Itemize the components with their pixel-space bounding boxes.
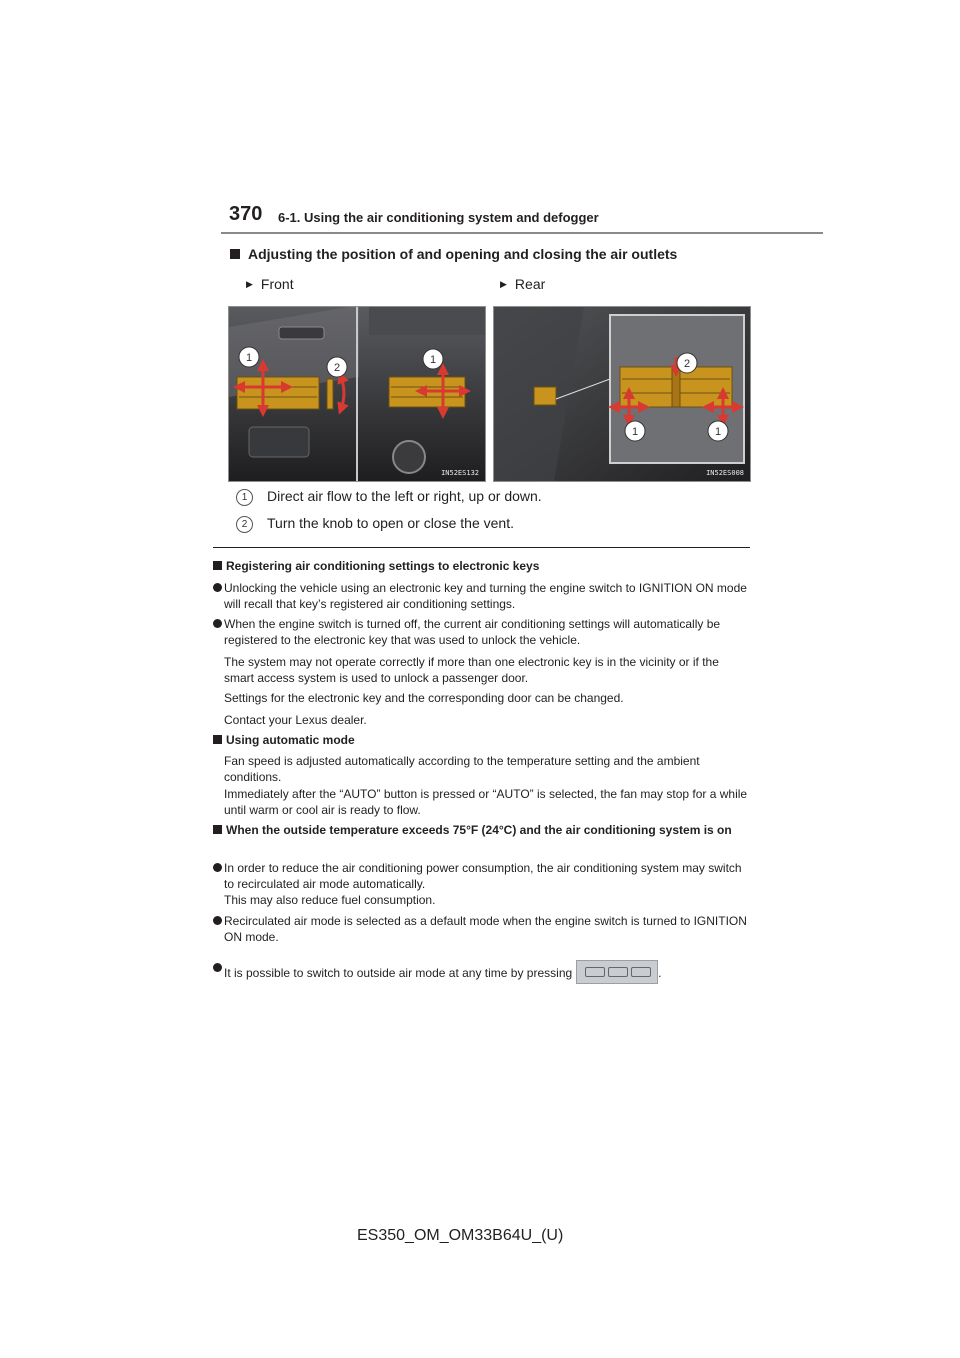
number-1-icon: 1: [236, 489, 253, 506]
front-vents-photo: [228, 306, 486, 482]
subheading-front: [246, 276, 294, 292]
bullet-dot-icon: [213, 583, 222, 592]
subheading-rear: [500, 276, 545, 292]
note-title: Using automatic mode: [226, 733, 355, 747]
note-heading-automatic: [213, 733, 753, 748]
bullet-text: This may also reduce fuel consumption.: [224, 893, 436, 907]
page-number: 370: [229, 203, 263, 225]
heading-text: Adjusting the position of and opening and closing the air outlets: [248, 246, 678, 262]
rear-vents-illustration: [494, 307, 750, 481]
note-paragraph: Immediately after the “AUTO” button is pressed or “AUTO” is selected, the fan may stop for a while until warm or cool air is ready to flow.: [224, 787, 748, 817]
outside-air-button-icon: [576, 960, 658, 984]
note-paragraph: Settings for the electronic key and the corresponding door can be changed.: [224, 691, 624, 705]
triangle-right-icon: ▶: [500, 279, 507, 289]
bullet-text: It is possible to switch to outside air mode at any time by pressing: [224, 966, 573, 980]
square-bullet-icon: [213, 561, 222, 570]
subheading-front-label: Front: [260, 276, 294, 292]
bullet-dot-icon: [213, 916, 222, 925]
bullet-dot-icon: [213, 863, 222, 872]
subheading-rear-label: Rear: [514, 276, 546, 292]
bullet-item: [213, 960, 750, 984]
callout-1: 1: [245, 352, 253, 364]
front-vents-illustration: [229, 307, 485, 481]
rear-image-code: IN52ES008: [706, 469, 744, 477]
bullet-text: Recirculated air mode is selected as a default mode when the engine switch is turned to IGNITION ON mode.: [224, 914, 747, 944]
callout-1: 1: [631, 426, 639, 438]
legend-item-2: [236, 515, 514, 533]
callout-1: 1: [429, 354, 437, 366]
section-title: 6-1. Using the air conditioning system and defogger: [278, 210, 599, 225]
square-bullet-icon: [213, 735, 222, 744]
callout-2: 2: [683, 358, 691, 370]
bullet-item: [213, 580, 750, 612]
front-image-code: IN52ES132: [441, 469, 479, 477]
legend-text: Turn the knob to open or close the vent.: [267, 515, 514, 531]
section-heading: [230, 246, 677, 262]
bullet-text: Unlocking the vehicle using an electronic key and turning the engine switch to IGNITION ON mode will recall that key’s registered air conditioning settings.: [224, 581, 747, 611]
legend-item-1: [236, 488, 542, 506]
note-heading-outside-temp: [213, 823, 753, 838]
bullet-text-end: .: [658, 966, 662, 980]
note-paragraph: The system may not operate correctly if more than one electronic key is in the vicinity or if the smart access system is used to unlock a passenger door.: [224, 655, 719, 685]
bullet-text: When the engine switch is turned off, the current air conditioning settings will automatically be registered to the electronic key that was used to unlock the vehicle.: [224, 617, 721, 647]
note-paragraph: Fan speed is adjusted automatically according to the temperature setting and the ambient conditions.: [224, 754, 700, 784]
bullet-item: [213, 616, 750, 648]
triangle-right-icon: ▶: [246, 279, 253, 289]
header-rule: [221, 232, 823, 234]
bullet-item: [213, 913, 750, 945]
number-2-icon: 2: [236, 516, 253, 533]
rear-vents-photo: [493, 306, 751, 482]
divider: [213, 547, 750, 548]
legend-text: Direct air flow to the left or right, up or down.: [267, 488, 542, 504]
note-title: When the outside temperature exceeds 75°F (24°C) and the air conditioning system is on: [226, 823, 732, 837]
callout-2: 2: [333, 362, 341, 374]
note-paragraph: Contact your Lexus dealer.: [224, 713, 367, 727]
footer-doc-code: ES350_OM_OM33B64U_(U): [357, 1227, 564, 1244]
note-heading-registering: [213, 559, 753, 574]
square-bullet-icon: [213, 825, 222, 834]
bullet-dot-icon: [213, 963, 222, 972]
note-title: Registering air conditioning settings to electronic keys: [226, 559, 540, 573]
bullet-dot-icon: [213, 619, 222, 628]
callout-1: 1: [714, 426, 722, 438]
bullet-text: In order to reduce the air conditioning power consumption, the air conditioning system may switch to recirculated air mode automatically.: [224, 861, 742, 891]
square-bullet-icon: [230, 249, 240, 259]
bullet-item: [213, 860, 750, 908]
